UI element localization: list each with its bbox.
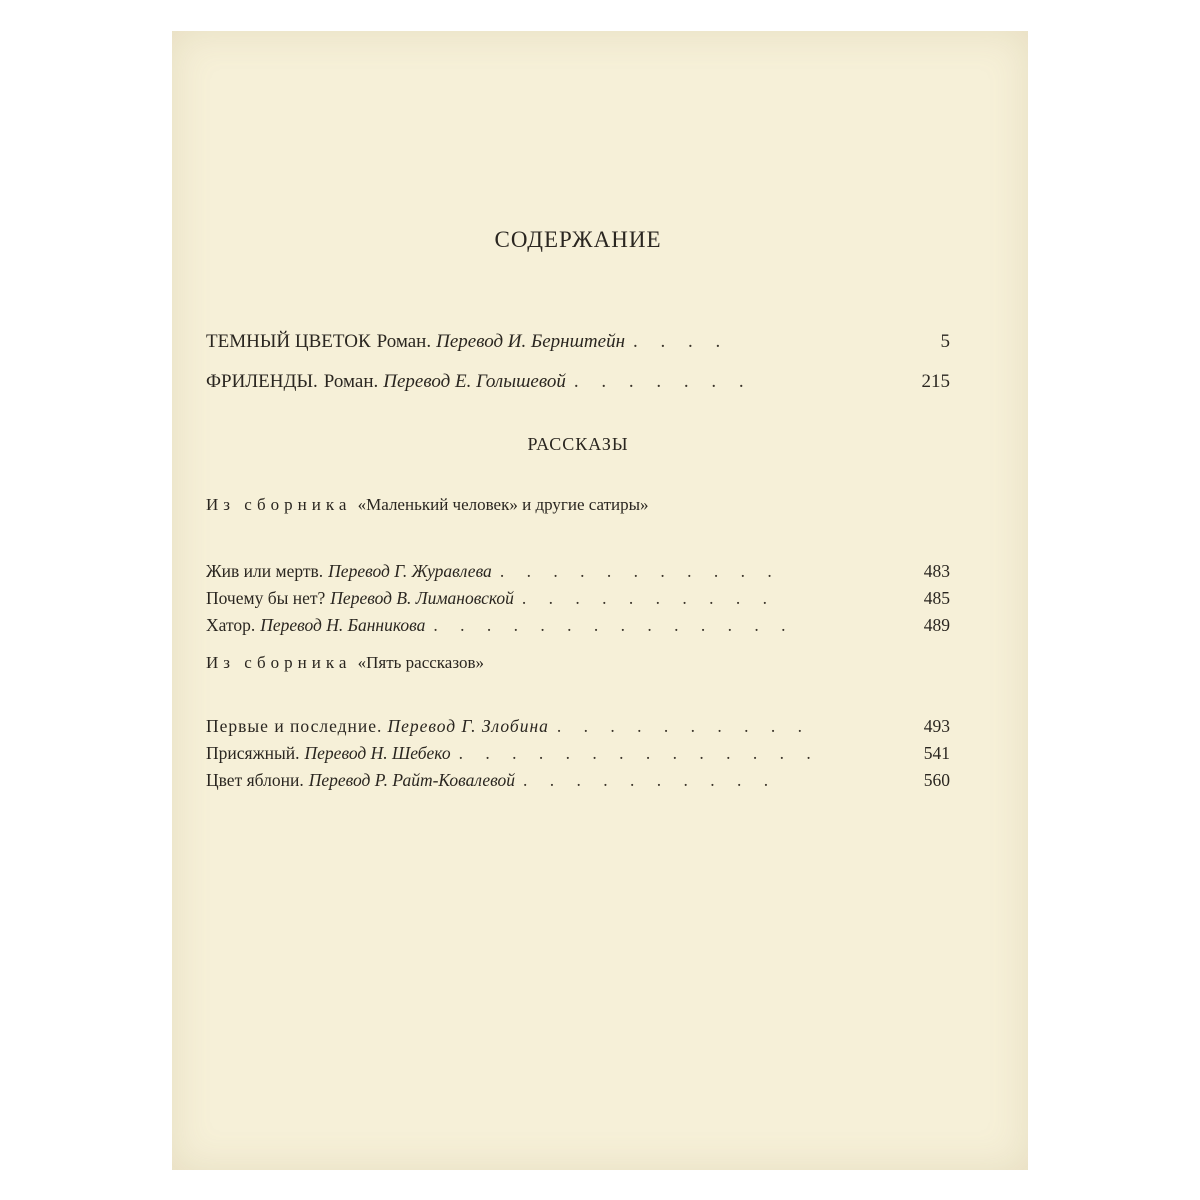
toc-entry-story [206,615,950,636]
work-title: Почему бы нет? [206,588,326,608]
work-genre: Роман. [323,371,379,392]
dot-leaders: . . . . . . . . . . [523,770,778,790]
work-title: Присяжный. [206,743,300,763]
toc-entry-novel-2 [206,371,950,393]
page-number: 560 [923,770,950,790]
work-title: ФРИЛЕНДЫ. [206,371,318,392]
translator: Перевод В. Лимановской [330,588,514,608]
collection-name: «Пять рассказов» [357,653,484,672]
page-number: 541 [923,743,950,763]
book-page [172,31,1028,1170]
contents-title: СОДЕРЖАНИЕ [494,227,662,252]
translator: Перевод Н. Шебеко [304,743,451,763]
work-genre: Роман. [376,331,432,352]
collection-name: «Маленький человек» и другие сатиры» [357,495,649,514]
work-title: Хатор. [206,615,256,635]
dot-leaders: . . . . . . . . . . [521,588,777,608]
stories-section-title: РАССКАЗЫ [527,434,629,454]
toc-entry-story [206,716,950,737]
collection-prefix: Из сборника [206,653,352,672]
collection-heading-1 [206,495,950,515]
dot-leaders: . . . . . . . . . . . [499,561,781,581]
dot-leaders: . . . . . . . . . . . . . . [458,743,820,763]
translator: Перевод Г. Злобина [387,716,549,736]
dot-leaders: . . . . [633,331,730,352]
page-number: 489 [923,615,950,635]
page-number: 493 [923,716,950,736]
page-number: 215 [921,371,950,392]
translator: Перевод Н. Банникова [260,615,426,635]
collection-heading-2 [206,653,950,673]
toc-entry-story [206,561,950,582]
dot-leaders: . . . . . . . [573,371,753,392]
translator: Перевод И. Бернштейн [436,331,626,352]
translator: Перевод Р. Райт-Ковалевой [308,770,516,790]
page-number: 483 [923,561,950,581]
dot-leaders: . . . . . . . . . . [556,716,811,736]
work-title: ТЕМНЫЙ ЦВЕТОК [206,331,371,352]
translator: Перевод Г. Журавлева [328,561,492,581]
work-title: Жив или мертв. [206,561,324,581]
collection-prefix: Из сборника [206,495,352,514]
work-title: Цвет яблони. [206,770,304,790]
page-number: 485 [923,588,950,608]
page-number: 5 [940,331,950,352]
toc-entry-story [206,743,950,764]
work-title: Первые и последние. [206,716,383,736]
dot-leaders: . . . . . . . . . . . . . . [433,615,795,635]
toc-entry-story [206,770,950,791]
toc-entry-story [206,588,950,609]
translator: Перевод Е. Голышевой [383,371,566,392]
toc-entry-novel-1 [206,331,950,353]
